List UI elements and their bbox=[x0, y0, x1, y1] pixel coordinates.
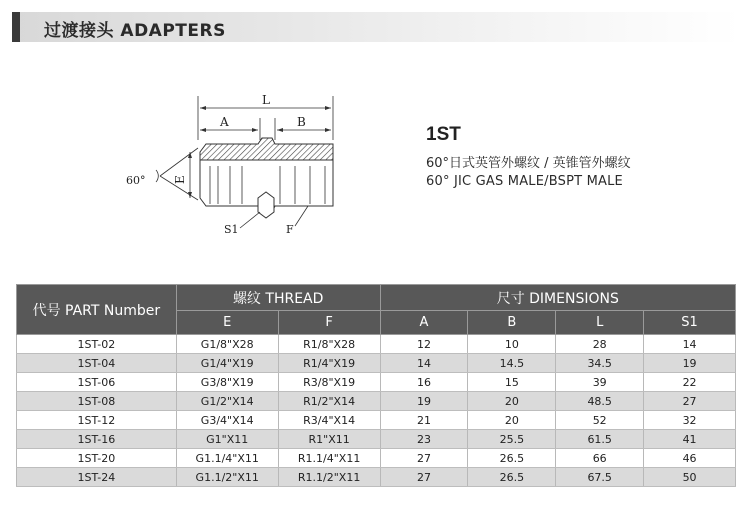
label-B: B bbox=[297, 115, 306, 129]
cell-dim-A: 12 bbox=[380, 335, 468, 354]
section-title: 过渡接头 ADAPTERS bbox=[44, 21, 226, 41]
cell-thread-F: R3/8"X19 bbox=[278, 373, 380, 392]
cell-dim-S1: 19 bbox=[644, 354, 736, 373]
header-accent-bar bbox=[12, 12, 20, 42]
cell-dim-S1: 50 bbox=[644, 468, 736, 487]
cell-dim-S1: 22 bbox=[644, 373, 736, 392]
cell-dim-B: 15 bbox=[468, 373, 556, 392]
cell-dim-B: 20 bbox=[468, 411, 556, 430]
cell-dim-A: 14 bbox=[380, 354, 468, 373]
cell-dim-A: 19 bbox=[380, 392, 468, 411]
table-row bbox=[17, 411, 736, 430]
cell-part-number: 1ST-24 bbox=[17, 468, 177, 487]
col-header-L: L bbox=[556, 311, 644, 335]
cell-part-number: 1ST-12 bbox=[17, 411, 177, 430]
cell-thread-E: G1.1/4"X11 bbox=[176, 449, 278, 468]
cell-dim-L: 52 bbox=[556, 411, 644, 430]
cell-dim-B: 14.5 bbox=[468, 354, 556, 373]
cell-part-number: 1ST-20 bbox=[17, 449, 177, 468]
col-header-F: F bbox=[278, 311, 380, 335]
dimensions-header: 尺寸 DIMENSIONS bbox=[380, 285, 735, 311]
cell-dim-A: 21 bbox=[380, 411, 468, 430]
cell-dim-A: 27 bbox=[380, 468, 468, 487]
label-L: L bbox=[262, 93, 270, 107]
cell-thread-F: R1/2"X14 bbox=[278, 392, 380, 411]
thread-header: 螺纹 THREAD bbox=[176, 285, 380, 311]
cell-thread-F: R1.1/4"X11 bbox=[278, 449, 380, 468]
cell-thread-F: R3/4"X14 bbox=[278, 411, 380, 430]
product-description-en: 60° JIC GAS MALE/BSPT MALE bbox=[426, 174, 623, 189]
section-header bbox=[12, 12, 740, 42]
table-row bbox=[17, 468, 736, 487]
cell-thread-F: R1"X11 bbox=[278, 430, 380, 449]
cell-dim-L: 34.5 bbox=[556, 354, 644, 373]
cell-part-number: 1ST-04 bbox=[17, 354, 177, 373]
part-number-header: 代号 PART Number bbox=[17, 285, 177, 335]
product-description-cn: 60°日式英管外螺纹 / 英锥管外螺纹 bbox=[426, 156, 631, 171]
cell-dim-L: 66 bbox=[556, 449, 644, 468]
cell-thread-E: G1/4"X19 bbox=[176, 354, 278, 373]
label-angle: 60° bbox=[126, 174, 146, 187]
col-header-A: A bbox=[380, 311, 468, 335]
cell-part-number: 1ST-06 bbox=[17, 373, 177, 392]
cell-dim-L: 39 bbox=[556, 373, 644, 392]
label-F: F bbox=[286, 223, 294, 236]
cell-dim-L: 48.5 bbox=[556, 392, 644, 411]
cell-part-number: 1ST-16 bbox=[17, 430, 177, 449]
cell-dim-B: 25.5 bbox=[468, 430, 556, 449]
table-row bbox=[17, 354, 736, 373]
cell-dim-B: 26.5 bbox=[468, 449, 556, 468]
cell-dim-B: 10 bbox=[468, 335, 556, 354]
cell-dim-A: 23 bbox=[380, 430, 468, 449]
product-info bbox=[426, 124, 631, 189]
cell-dim-B: 26.5 bbox=[468, 468, 556, 487]
label-E: E bbox=[173, 175, 187, 184]
cell-dim-B: 20 bbox=[468, 392, 556, 411]
cell-part-number: 1ST-02 bbox=[17, 335, 177, 354]
cell-dim-L: 67.5 bbox=[556, 468, 644, 487]
cell-thread-F: R1.1/2"X11 bbox=[278, 468, 380, 487]
cell-dim-S1: 14 bbox=[644, 335, 736, 354]
table-row bbox=[17, 430, 736, 449]
cell-thread-E: G1.1/2"X11 bbox=[176, 468, 278, 487]
col-header-E: E bbox=[176, 311, 278, 335]
cell-dim-L: 61.5 bbox=[556, 430, 644, 449]
specification-table bbox=[16, 284, 736, 487]
cell-thread-E: G1/2"X14 bbox=[176, 392, 278, 411]
product-code: 1ST bbox=[426, 124, 461, 145]
cell-thread-E: G3/8"X19 bbox=[176, 373, 278, 392]
cell-thread-F: R1/4"X19 bbox=[278, 354, 380, 373]
col-header-B: B bbox=[468, 311, 556, 335]
cell-dim-S1: 46 bbox=[644, 449, 736, 468]
col-header-S1: S1 bbox=[644, 311, 736, 335]
cell-dim-S1: 32 bbox=[644, 411, 736, 430]
cell-thread-E: G3/4"X14 bbox=[176, 411, 278, 430]
cell-thread-F: R1/8"X28 bbox=[278, 335, 380, 354]
cell-dim-L: 28 bbox=[556, 335, 644, 354]
label-A: A bbox=[220, 115, 229, 129]
cell-dim-S1: 41 bbox=[644, 430, 736, 449]
table-row bbox=[17, 392, 736, 411]
cell-dim-A: 27 bbox=[380, 449, 468, 468]
cell-thread-E: G1/8"X28 bbox=[176, 335, 278, 354]
cell-part-number: 1ST-08 bbox=[17, 392, 177, 411]
adapter-technical-drawing bbox=[120, 88, 345, 238]
table-row bbox=[17, 373, 736, 392]
table-row bbox=[17, 449, 736, 468]
cell-thread-E: G1"X11 bbox=[176, 430, 278, 449]
cell-dim-S1: 27 bbox=[644, 392, 736, 411]
cell-dim-A: 16 bbox=[380, 373, 468, 392]
table-row bbox=[17, 335, 736, 354]
label-S1: S1 bbox=[224, 223, 239, 236]
